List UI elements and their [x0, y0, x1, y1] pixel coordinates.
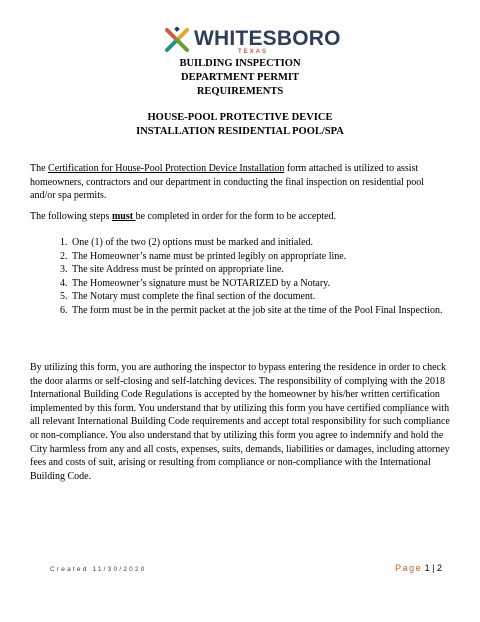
- subtitle-line: INSTALLATION RESIDENTIAL POOL/SPA: [136, 126, 344, 137]
- page-count: 1 | 2: [424, 563, 442, 573]
- document-title: [0, 57, 480, 99]
- logo-state: TEXAS: [238, 49, 269, 55]
- steps-intro-post: be completed in order for the form to be accepted.: [135, 211, 337, 222]
- steps-intro-pre: The following steps: [30, 211, 112, 222]
- disclaimer-paragraph: By utilizing this form, you are authoring the inspector to bypass entering the residence in order to check the door alarms or self-closing and self-latching devices. The responsibility of complying with the 2018 International Building Code Regulations is accepted by the homeowner by his/her written certification implemented by this form. You understand that by utilizing this form you have certified compliance with all relevant International Building Code requirements and accept total responsibility for such compliance or non-compliance. You also understand that by utilizing this form you agree to indemnify and hold the City harmless from any and all costs, expenses, suits, demands, liabilities or damages, including attorney fees and costs of suit, arising or resulting from compliance or non-compliance with the International Building Code.: [30, 362, 450, 482]
- requirements-list: [44, 236, 470, 318]
- logo-mark-icon: [164, 27, 190, 53]
- intro-post: form attached is utilized to assist homeowners, contractors and our department in conducting the final inspection on residential pool and/or spa permits.: [30, 163, 425, 202]
- logo-wordmark: WHITESBORO: [194, 27, 341, 50]
- list-item: 6. The form must be in the permit packet at the job site at the time of the Pool Final Inspection.: [70, 304, 470, 318]
- title-line: DEPARTMENT PERMIT: [181, 72, 299, 83]
- title-line: BUILDING INSPECTION: [179, 58, 301, 69]
- list-item: 3. The site Address must be printed on appropriate line.: [70, 263, 470, 277]
- document-subtitle: [0, 111, 480, 139]
- intro-paragraph: [30, 162, 450, 203]
- list-item: 5. The Notary must complete the final section of the document.: [70, 290, 470, 304]
- page-number: [395, 563, 442, 573]
- subtitle-line: HOUSE-POOL PROTECTIVE DEVICE: [147, 112, 333, 123]
- certification-form-link: Certification for House-Pool Protection Device Installation: [48, 163, 285, 174]
- intro-pre: The: [30, 163, 49, 174]
- page-label: Page: [395, 563, 423, 573]
- list-item: 2. The Homeowner’s name must be printed legibly on appropriate line.: [70, 250, 470, 264]
- steps-emphasis: must: [111, 211, 136, 222]
- list-item: 4. The Homeowner’s signature must be NOTARIZED by a Notary.: [70, 277, 470, 291]
- created-date: Created 11/30/2020: [50, 566, 147, 573]
- title-line: REQUIREMENTS: [196, 86, 284, 97]
- steps-intro: [30, 210, 450, 224]
- list-item: 1. One (1) of the two (2) options must be marked and initialed.: [70, 236, 470, 250]
